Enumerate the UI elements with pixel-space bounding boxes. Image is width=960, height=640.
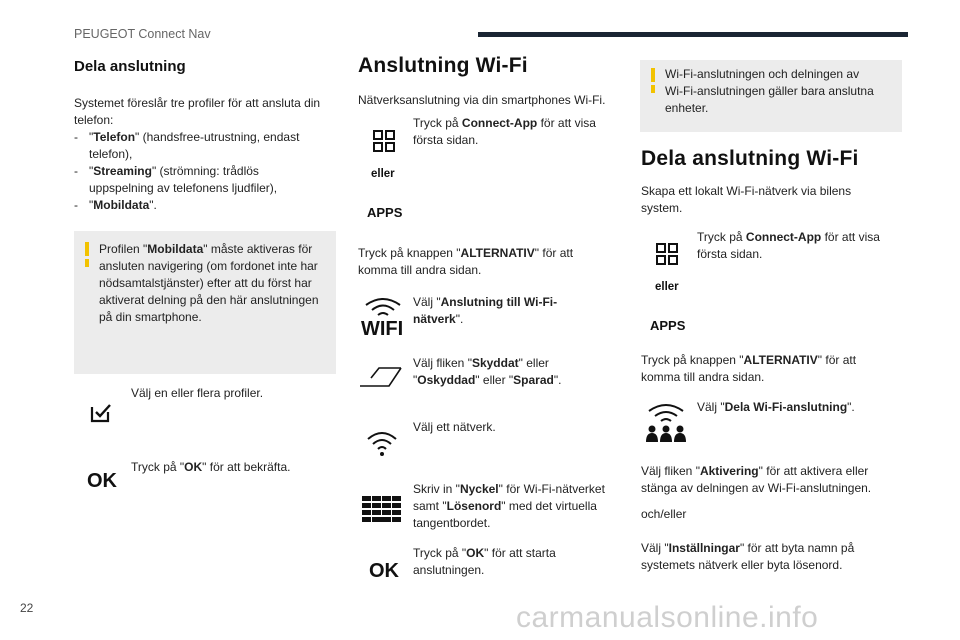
intro-line: Skapa ett lokalt Wi-Fi-nätverk via bilens: [641, 184, 852, 198]
step-text: " för att byta namn på: [739, 541, 855, 555]
and-or-text: och/eller: [641, 507, 687, 521]
step-alternativ: [358, 245, 618, 279]
step-text: komma till andra sidan.: [358, 263, 482, 277]
step-text: " för att: [817, 353, 857, 367]
section-heading-dela-anslutning: Dela anslutning: [74, 58, 186, 75]
tab-icon: [359, 366, 403, 388]
share-intro: [641, 183, 901, 217]
item-text: uppspelning av telefonens ljudfiler),: [89, 181, 278, 195]
step-select-network: Välj ett nätverk.: [413, 420, 496, 434]
intro-paragraph: [74, 95, 344, 214]
wifi-label-icon: WIFI: [361, 318, 404, 340]
list-item-mobildata: [74, 197, 344, 214]
info-mark-icon: [651, 68, 655, 82]
bold-term: Streaming: [93, 164, 152, 178]
note-line: nödsamtalstjänster) efter att du först har: [99, 276, 312, 290]
note-text: [665, 66, 897, 117]
step-text: Välj ": [641, 541, 669, 555]
step-text: Tryck på: [413, 116, 462, 130]
section-heading-anslutning-wifi: Anslutning Wi-Fi: [358, 54, 528, 77]
wifi-intro: Nätverksanslutning via din smartphones Wi-Fi.: [358, 93, 606, 107]
running-header: PEUGEOT Connect Nav: [74, 27, 211, 41]
note-line: Wi-Fi-anslutningen gäller bara anslutna: [665, 84, 874, 98]
ok-button-icon: OK: [87, 470, 117, 492]
list-dash: -: [74, 198, 78, 212]
note-line: Wi-Fi-anslutningen och delningen av: [665, 67, 860, 81]
step-tab-select: [413, 355, 613, 389]
info-mark-icon: [85, 242, 89, 256]
step-text: " med det virtuella: [501, 499, 597, 513]
step-text: för att visa: [537, 116, 596, 130]
note-text: [99, 241, 331, 326]
ok-button-icon: OK: [369, 560, 399, 582]
step-text: första sidan.: [413, 133, 479, 147]
info-note: [74, 231, 336, 374]
bold-term: Sparad: [513, 373, 554, 387]
watermark: carmanualsonline.info: [516, 601, 819, 634]
step-text: Välj ": [413, 295, 441, 309]
step-text: " för att bekräfta.: [202, 460, 291, 474]
step-text: Tryck på: [697, 230, 746, 244]
page-number: 22: [20, 601, 34, 615]
or-label: eller: [371, 168, 395, 180]
step-text: Tryck på knappen ": [641, 353, 744, 367]
bold-term: Dela Wi-Fi-anslutning: [724, 400, 848, 414]
quote: ": [89, 130, 94, 144]
step-text: " för Wi-Fi-nätverket: [498, 482, 605, 496]
quote: ": [89, 198, 94, 212]
step-text: ": [413, 373, 418, 387]
step-text: Tryck på ": [413, 546, 467, 560]
step-text: första sidan.: [697, 247, 763, 261]
note-line: ansluten navigering (om fordonet inte har: [99, 259, 318, 273]
step-start-connection: [413, 545, 613, 579]
step-text: ".: [847, 400, 855, 414]
bold-term: Connect-App: [745, 230, 822, 244]
step-text: " eller: [518, 356, 549, 370]
step-text: " för att: [534, 246, 574, 260]
list-dash: -: [74, 130, 78, 144]
step-text: ".: [455, 312, 464, 326]
bold-term: Mobildata: [93, 198, 150, 212]
bold-term: ALTERNATIV: [460, 246, 535, 260]
wifi-icon: [366, 430, 398, 456]
step-text: anslutningen.: [413, 563, 485, 577]
step-text: " eller ": [475, 373, 514, 387]
step-text: stänga av delningen av Wi-Fi-anslutningen.: [641, 481, 872, 495]
apps-button-icon: APPS: [367, 205, 403, 220]
bold-term: Telefon: [93, 130, 136, 144]
step-text: komma till andra sidan.: [641, 370, 765, 384]
bold-term: Lösenord: [446, 499, 502, 513]
apps-button-icon: APPS: [650, 318, 686, 333]
bold-term: Mobildata: [147, 242, 204, 256]
list-item-telefon: [74, 129, 344, 163]
bold-term: OK: [466, 546, 485, 560]
list-dash: -: [74, 164, 78, 178]
bold-term: Skyddat: [471, 356, 519, 370]
step-connect-app: [697, 229, 897, 263]
step-activation: [641, 463, 906, 497]
step-text: Välj fliken ": [641, 464, 700, 478]
item-text: telefon),: [89, 147, 133, 161]
bold-term: Oskyddad: [417, 373, 476, 387]
note-line: enheter.: [665, 101, 709, 115]
info-mark-icon: [651, 85, 655, 93]
step-alternativ: [641, 352, 901, 386]
step-text: tangentbordet.: [413, 516, 491, 530]
note-line: på din smartphone.: [99, 310, 202, 324]
step-text: Skriv in ": [413, 482, 460, 496]
bold-term: Nyckel: [459, 482, 499, 496]
step-text: Välj fliken ": [413, 356, 472, 370]
step-text: " för att aktivera eller: [758, 464, 869, 478]
step-connect-app: [413, 115, 613, 149]
item-text: " (strömning: trådlös: [151, 164, 259, 178]
bold-term: nätverk: [413, 312, 456, 326]
bold-term: Connect-App: [461, 116, 538, 130]
section-heading-dela-wifi: Dela anslutning Wi-Fi: [641, 147, 859, 170]
step-text: systemets nätverk eller byta lösenord.: [641, 558, 843, 572]
step-text: " för att starta: [484, 546, 556, 560]
wifi-signal-icon: [363, 297, 403, 317]
step-text: samt ": [413, 499, 447, 513]
note-text-part: " måste aktiveras för: [203, 242, 313, 256]
step-text: för att visa: [821, 230, 880, 244]
intro-line: Systemet föreslår tre profiler för att ansluta din: [74, 96, 321, 110]
step-text: Tryck på knappen ": [358, 246, 461, 260]
header-bar: [478, 32, 908, 37]
step-text: ".: [553, 373, 562, 387]
step-select-profiles: Välj en eller flera profiler.: [131, 386, 264, 400]
step-confirm: [131, 459, 290, 476]
connect-app-grid-icon: [373, 130, 395, 152]
item-text: ".: [149, 198, 157, 212]
wifi-share-icon: [645, 403, 687, 443]
or-label: eller: [655, 281, 679, 293]
connect-app-grid-icon: [656, 243, 678, 265]
bold-term: Anslutning till Wi-Fi-: [440, 295, 558, 309]
step-share-wifi: [697, 399, 897, 416]
bold-term: OK: [184, 460, 203, 474]
note-line: aktiverat delning på den här anslutningen: [99, 293, 319, 307]
info-mark-icon: [85, 259, 89, 267]
bold-term: Aktivering: [699, 464, 759, 478]
note-text-part: Profilen ": [99, 242, 148, 256]
bold-term: ALTERNATIV: [743, 353, 818, 367]
checkbox-icon: [90, 403, 112, 423]
item-text: " (handsfree-utrustning, endast: [135, 130, 300, 144]
step-text: Välj ": [697, 400, 725, 414]
step-settings: [641, 540, 906, 574]
step-enter-key: [413, 481, 623, 532]
list-item-streaming: [74, 163, 344, 197]
intro-line: system.: [641, 201, 683, 215]
intro-line: telefon:: [74, 113, 114, 127]
step-text: Tryck på ": [131, 460, 185, 474]
keyboard-icon: [362, 496, 402, 524]
quote: ": [89, 164, 94, 178]
info-note: [640, 60, 902, 132]
bold-term: Inställningar: [668, 541, 740, 555]
step-wifi-network: [413, 294, 613, 328]
